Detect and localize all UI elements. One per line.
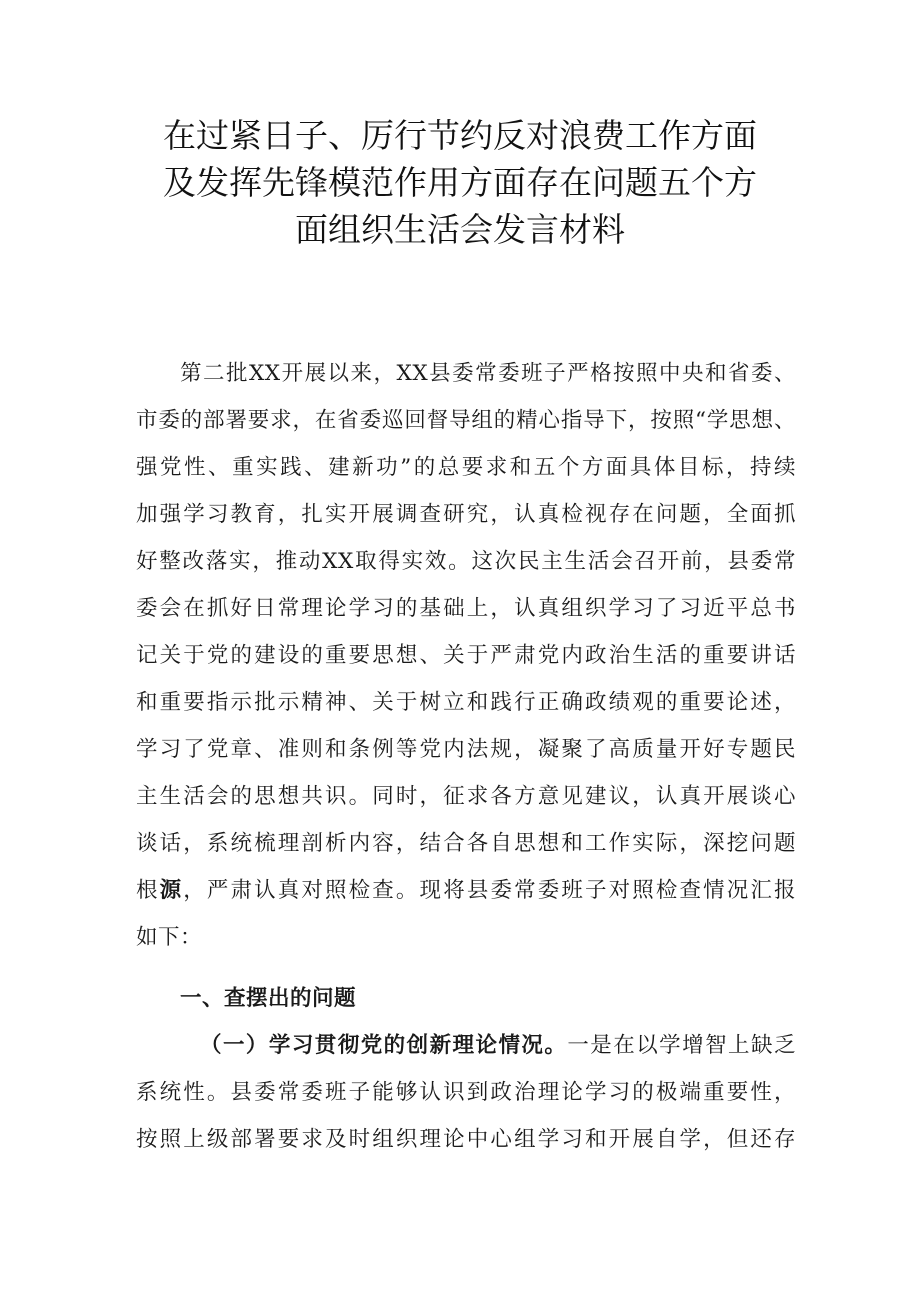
paragraph-line: 系统性。县委常委班子能够认识到政治理论学习的极端重要性， bbox=[136, 1080, 796, 1105]
paragraph-line: 如下： bbox=[136, 925, 203, 950]
paragraph-line-mixed bbox=[136, 867, 796, 914]
title-line-2: 及发挥先锋模范作用方面存在问题五个方 bbox=[163, 163, 757, 202]
text-run: 一是在以学增智上缺乏 bbox=[567, 1033, 796, 1058]
subsection-heading: （一）学习贯彻党的创新理论情况。 bbox=[200, 1033, 568, 1058]
title-line-3: 面组织生活会发言材料 bbox=[295, 210, 625, 249]
paragraph-line: 委会在抓好日常理论学习的基础上，认真组织学习了习近平总书 bbox=[136, 596, 796, 621]
paragraph-intro bbox=[136, 350, 796, 961]
paragraph-line: 第二批XX开展以来，XX县委常委班子严格按照中央和省委、 bbox=[180, 361, 796, 386]
text-run: ，严肃认真对照检查。现将县委常委班子对照检查情况汇报 bbox=[183, 878, 796, 903]
paragraph-line: 强党性、重实践、建新功”的总要求和五个方面具体目标，持续 bbox=[136, 455, 796, 480]
section-gap bbox=[136, 961, 796, 975]
paragraph-line: 谈话，系统梳理剖析内容，结合各自思想和工作实际，深挖问题 bbox=[136, 831, 796, 856]
document-title bbox=[120, 112, 800, 253]
paragraph-line: 记关于党的建设的重要思想、关于严肃党内政治生活的重要讲话 bbox=[136, 643, 796, 668]
text-run: 根 bbox=[136, 878, 160, 903]
paragraph-line: 主生活会的思想共识。同时，征求各方意见建议，认真开展谈心 bbox=[136, 784, 796, 809]
paragraph-line-mixed bbox=[136, 1022, 796, 1069]
paragraph-line: 学习了党章、准则和条例等党内法规，凝聚了高质量开好专题民 bbox=[136, 737, 796, 762]
paragraph-line: 市委的部署要求，在省委巡回督导组的精心指导下，按照“学思想、 bbox=[136, 408, 796, 433]
paragraph-section-1 bbox=[136, 1022, 796, 1163]
section-heading: 一、查摆出的问题 bbox=[180, 986, 357, 1011]
paragraph-line: 和重要指示批示精神、关于树立和践行正确政绩观的重要论述， bbox=[136, 690, 796, 715]
paragraph-line: 加强学习教育，扎实开展调查研究，认真检视存在问题，全面抓 bbox=[136, 502, 796, 527]
document-body bbox=[136, 350, 796, 1163]
paragraph-line: 好整改落实，推动XX取得实效。这次民主生活会召开前，县委常 bbox=[136, 549, 796, 574]
title-line-1: 在过紧日子、厉行节约反对浪费工作方面 bbox=[163, 116, 757, 155]
bold-text-run: 源 bbox=[159, 878, 184, 903]
paragraph-line: 按照上级部署要求及时组织理论中心组学习和开展自学，但还存 bbox=[136, 1127, 796, 1152]
